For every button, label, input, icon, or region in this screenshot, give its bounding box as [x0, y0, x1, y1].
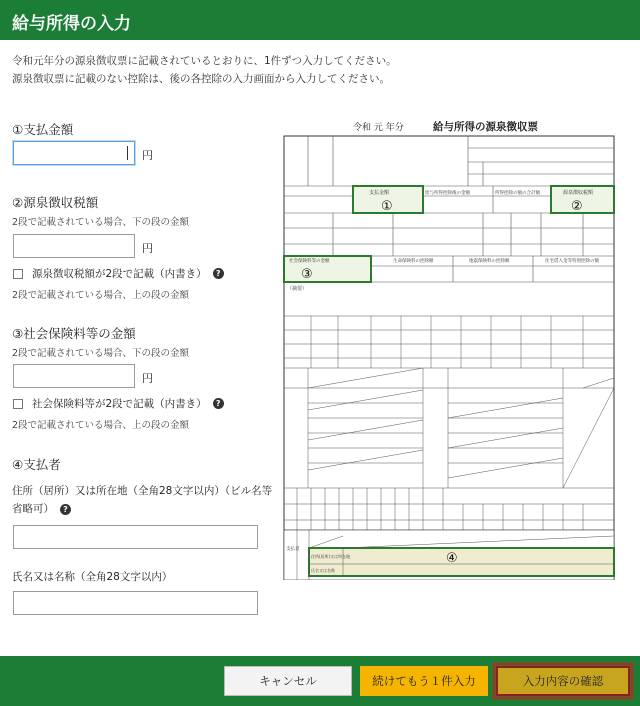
slip-col-life: 生命保険料の控除額: [393, 259, 434, 264]
withholding-two-tier-checkbox[interactable]: [13, 266, 224, 281]
slip-payer-name: 氏名又は名称: [311, 568, 335, 573]
slip-payer-label: 支払者: [286, 547, 300, 552]
page-title: 給与所得の入力: [12, 14, 131, 34]
page-header: [0, 0, 640, 40]
slip-col-income: 給与所得控除後の金額: [425, 191, 470, 196]
social-two-tier-checkbox[interactable]: [13, 396, 224, 411]
slip-svg: [283, 118, 615, 580]
payment-unit: 円: [142, 149, 153, 162]
withholding-title: ②源泉徴収税額: [12, 195, 99, 210]
slip-col-social: 社会保険料等の金額: [289, 259, 330, 264]
checkbox-box[interactable]: [13, 269, 23, 279]
slip-title: 給与所得の源泉徴収票: [433, 121, 538, 133]
help-icon[interactable]: ?: [60, 504, 71, 515]
payer-address-label-1: 住所（居所）又は所在地（全角28文字以内）（ビル名等: [12, 485, 273, 497]
slip-marker-2: ②: [571, 199, 583, 214]
slip-marker-3: ③: [301, 267, 313, 282]
intro-line-1: 令和元年分の源泉徴収票に記載されているとおりに、1件ずつ入力してください。: [12, 55, 397, 67]
slip-remarks: （摘要）: [287, 286, 308, 292]
payer-address-input[interactable]: [13, 525, 258, 549]
withholding-checkbox-label: 源泉徴収税額が2段で記載（内書き）: [32, 268, 207, 280]
footer-bar: [0, 656, 640, 706]
slip-col-deduction: 所得控除の額の合計額: [495, 191, 540, 196]
cancel-button[interactable]: キャンセル: [224, 666, 352, 696]
slip-col-tax: 源泉徴収税額: [563, 190, 594, 196]
help-icon[interactable]: ?: [213, 398, 224, 409]
payer-address-label-2: [12, 501, 71, 516]
social-note-lower: 2段で記載されている場合、下の段の金額: [12, 348, 190, 359]
withholding-unit: 円: [142, 242, 153, 255]
social-note-upper: 2段で記載されている場合、上の段の金額: [12, 420, 190, 431]
intro-line-2: 源泉徴収票に記載のない控除は、後の各控除の入力画面から入力してください。: [12, 73, 390, 85]
intro-text: [12, 52, 622, 88]
slip-payer-addr: 住所(居所)又は所在地: [311, 554, 351, 559]
confirm-input-button[interactable]: 入力内容の確認: [496, 666, 630, 696]
social-amount-input[interactable]: [13, 364, 135, 388]
withholding-amount-input[interactable]: [13, 234, 135, 258]
social-title: ③社会保険料等の金額: [12, 326, 136, 341]
slip-col-payment: 支払金額: [369, 190, 390, 196]
payer-name-label: 氏名又は名称（全角28文字以内）: [12, 571, 173, 583]
text-caret: [127, 146, 128, 160]
continue-entry-button[interactable]: 続けてもう１件入力: [360, 666, 488, 696]
payer-address-label-2-text: 省略可）: [12, 503, 54, 515]
withholding-note-lower: 2段で記載されている場合、下の段の金額: [12, 217, 190, 228]
social-checkbox-label: 社会保険料等が2段で記載（内書き）: [32, 398, 207, 410]
checkbox-box[interactable]: [13, 399, 23, 409]
slip-marker-1: ①: [381, 199, 393, 214]
payer-name-input[interactable]: [13, 591, 258, 615]
payment-amount-input[interactable]: [13, 141, 135, 165]
withholding-slip-illustration: [283, 118, 615, 580]
slip-highlight-payer: [309, 548, 614, 576]
slip-col-quake: 地震保険料の控除額: [469, 259, 510, 264]
slip-title-row: [353, 120, 538, 133]
withholding-note-upper: 2段で記載されている場合、上の段の金額: [12, 290, 190, 301]
social-unit: 円: [142, 372, 153, 385]
payment-title: ①支払金額: [12, 122, 74, 137]
slip-era: 令和 元 年分: [353, 123, 404, 133]
help-icon[interactable]: ?: [213, 268, 224, 279]
payer-title: ④支払者: [12, 457, 61, 472]
slip-marker-4: ④: [446, 551, 458, 566]
slip-col-loan: 住宅借入金等特別控除の額: [545, 259, 599, 264]
